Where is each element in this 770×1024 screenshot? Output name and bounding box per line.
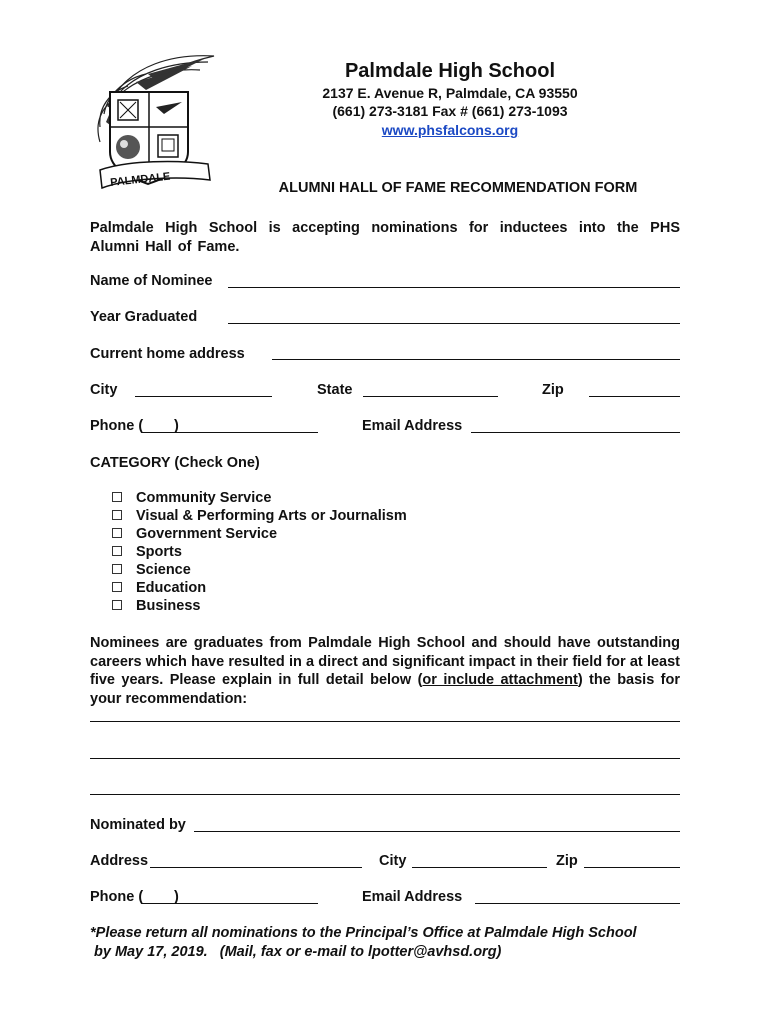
checkbox[interactable] <box>112 492 122 502</box>
nominator-email-label: Email Address <box>362 889 463 905</box>
nominator-phone-field[interactable] <box>142 903 318 904</box>
intro-paragraph: Palmdale High School is accepting nominations for inductees into the PHS Alumni Hall of Fame. <box>90 220 680 255</box>
explanation-line-3[interactable] <box>90 794 680 795</box>
city-label: City <box>90 382 118 398</box>
category-option[interactable]: Government Service <box>112 525 407 543</box>
nominated-by-field[interactable] <box>194 831 680 832</box>
checkbox[interactable] <box>112 528 122 538</box>
category-list <box>112 489 407 615</box>
nominator-zip-field[interactable] <box>584 867 680 868</box>
explanation-paragraph: Nominees are graduates from Palmdale High School and should have outstanding careers which have resulted in a direct and significant impact in their field for at least five years. Please explain in full detail below (or include attachment) the basis for your recommendation: <box>90 635 680 707</box>
nominator-email-field[interactable] <box>475 903 680 904</box>
school-phone-fax: (661) 273-3181 Fax # (661) 273-1093 <box>332 103 568 119</box>
category-heading: CATEGORY (Check One) <box>90 455 260 471</box>
home-address-field[interactable] <box>272 359 680 360</box>
return-instructions: *Please return all nominations to the Principal’s Office at Palmdale High School by May 17, 2019. (Mail, fax or e-mail to lpotter@avhsd.org) <box>90 925 637 960</box>
nominator-city-label: City <box>379 853 407 869</box>
checkbox[interactable] <box>112 582 122 592</box>
phone-paren-close: ) <box>174 418 179 434</box>
checkbox[interactable] <box>112 600 122 610</box>
school-website-link[interactable]: www.phsfalcons.org <box>381 122 519 138</box>
city-field[interactable] <box>135 396 272 397</box>
category-option[interactable]: Community Service <box>112 489 407 507</box>
school-address: 2137 E. Avenue R, Palmdale, CA 93550 <box>322 85 578 101</box>
explanation-line-2[interactable] <box>90 758 680 759</box>
home-address-label: Current home address <box>90 346 245 362</box>
category-option[interactable]: Visual & Performing Arts or Journalism <box>112 507 407 525</box>
nominator-address-label: Address <box>90 853 149 869</box>
nominator-phone-paren-close: ) <box>174 889 179 905</box>
state-label: State <box>317 382 353 398</box>
form-title: ALUMNI HALL OF FAME RECOMMENDATION FORM <box>278 180 638 196</box>
category-option[interactable]: Business <box>112 597 407 615</box>
zip-field[interactable] <box>589 396 680 397</box>
explanation-line-1[interactable] <box>90 721 680 722</box>
category-option[interactable]: Education <box>112 579 407 597</box>
phone-label: Phone ( <box>90 418 144 434</box>
logo-banner-text: PALMDALE <box>109 170 171 189</box>
email-label: Email Address <box>362 418 463 434</box>
school-crest-logo <box>88 52 218 192</box>
name-of-nominee-label: Name of Nominee <box>90 273 213 289</box>
attachment-note: or include attachment <box>422 672 578 688</box>
nominator-zip-label: Zip <box>556 853 578 869</box>
state-field[interactable] <box>363 396 498 397</box>
email-field[interactable] <box>471 432 680 433</box>
category-option[interactable]: Science <box>112 561 407 579</box>
checkbox[interactable] <box>112 546 122 556</box>
name-of-nominee-field[interactable] <box>228 287 680 288</box>
checkbox[interactable] <box>112 510 122 520</box>
nominator-address-field[interactable] <box>150 867 362 868</box>
zip-label: Zip <box>542 382 564 398</box>
phone-field[interactable] <box>142 432 318 433</box>
nominator-city-field[interactable] <box>412 867 547 868</box>
category-option[interactable]: Sports <box>112 543 407 561</box>
school-name: Palmdale High School <box>344 60 556 82</box>
checkbox[interactable] <box>112 564 122 574</box>
year-graduated-field[interactable] <box>228 323 680 324</box>
year-graduated-label: Year Graduated <box>90 309 198 325</box>
nominated-by-label: Nominated by <box>90 817 186 833</box>
nominator-phone-label: Phone ( <box>90 889 144 905</box>
